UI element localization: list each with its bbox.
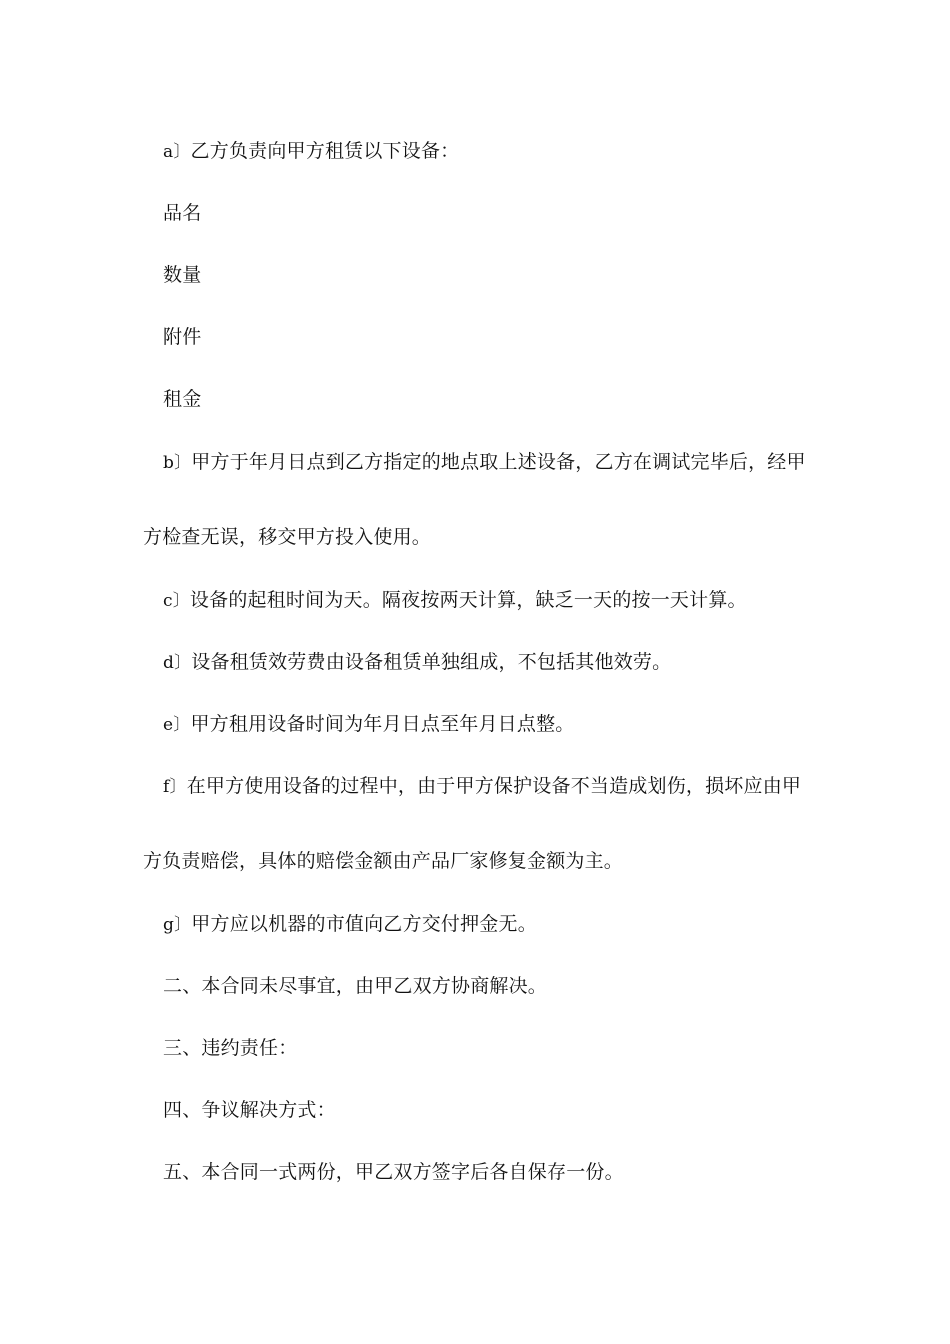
section-text: 四、争议解决方式： bbox=[163, 1099, 336, 1121]
field-label: 附件 bbox=[163, 326, 202, 348]
clause-text: 甲方应以机器的市值向乙方交付押金无。 bbox=[191, 913, 537, 935]
section-text: 二、本合同未尽事宜，由甲乙双方协商解决。 bbox=[163, 975, 548, 997]
clause-marker: c〕 bbox=[163, 591, 190, 611]
section-text: 五、本合同一式两份，甲乙双方签字后各自保存一份。 bbox=[163, 1161, 624, 1183]
section-five bbox=[163, 1160, 807, 1184]
clause-marker: b〕 bbox=[163, 453, 192, 473]
clause-text: 甲方租用设备时间为年月日点至年月日点整。 bbox=[190, 713, 575, 735]
clause-text: 设备的起租时间为天。隔夜按两天计算，缺乏一天的按一天计算。 bbox=[189, 589, 747, 611]
clause-f bbox=[163, 774, 807, 799]
clause-marker: f〕 bbox=[163, 777, 187, 797]
clause-marker: a〕 bbox=[163, 142, 191, 162]
field-label: 数量 bbox=[163, 264, 202, 286]
clause-text: 乙方负责向甲方租赁以下设备： bbox=[190, 140, 460, 162]
field-label: 租金 bbox=[163, 388, 202, 410]
equipment-field-accessories bbox=[163, 325, 807, 349]
equipment-field-name bbox=[163, 201, 807, 225]
section-three bbox=[163, 1036, 807, 1060]
clause-text: 方负责赔偿，具体的赔偿金额由产品厂家修复金额为主。 bbox=[143, 850, 624, 872]
clause-marker: d〕 bbox=[163, 653, 192, 673]
clause-b-continuation bbox=[143, 525, 807, 549]
section-text: 三、违约责任： bbox=[163, 1037, 298, 1059]
section-two bbox=[163, 974, 807, 998]
clause-e bbox=[163, 712, 807, 737]
field-label: 品名 bbox=[163, 202, 202, 224]
clause-text: 设备租赁效劳费由设备租赁单独组成，不包括其他效劳。 bbox=[191, 651, 672, 673]
clause-marker: e〕 bbox=[163, 715, 191, 735]
clause-c bbox=[163, 588, 807, 613]
clause-text: 甲方于年月日点到乙方指定的地点取上述设备，乙方在调试完毕后，经甲 bbox=[191, 451, 806, 473]
equipment-field-quantity bbox=[163, 263, 807, 287]
clause-b bbox=[163, 450, 807, 475]
clause-f-continuation bbox=[143, 849, 807, 873]
clause-a bbox=[163, 139, 807, 164]
clause-text: 方检查无误，移交甲方投入使用。 bbox=[143, 526, 432, 548]
clause-d bbox=[163, 650, 807, 675]
clause-text: 在甲方使用设备的过程中，由于甲方保护设备不当造成划伤，损坏应由甲 bbox=[186, 775, 802, 797]
section-four bbox=[163, 1098, 807, 1122]
clause-g bbox=[163, 912, 807, 937]
equipment-field-rent bbox=[163, 387, 807, 411]
clause-marker: g〕 bbox=[163, 915, 192, 935]
